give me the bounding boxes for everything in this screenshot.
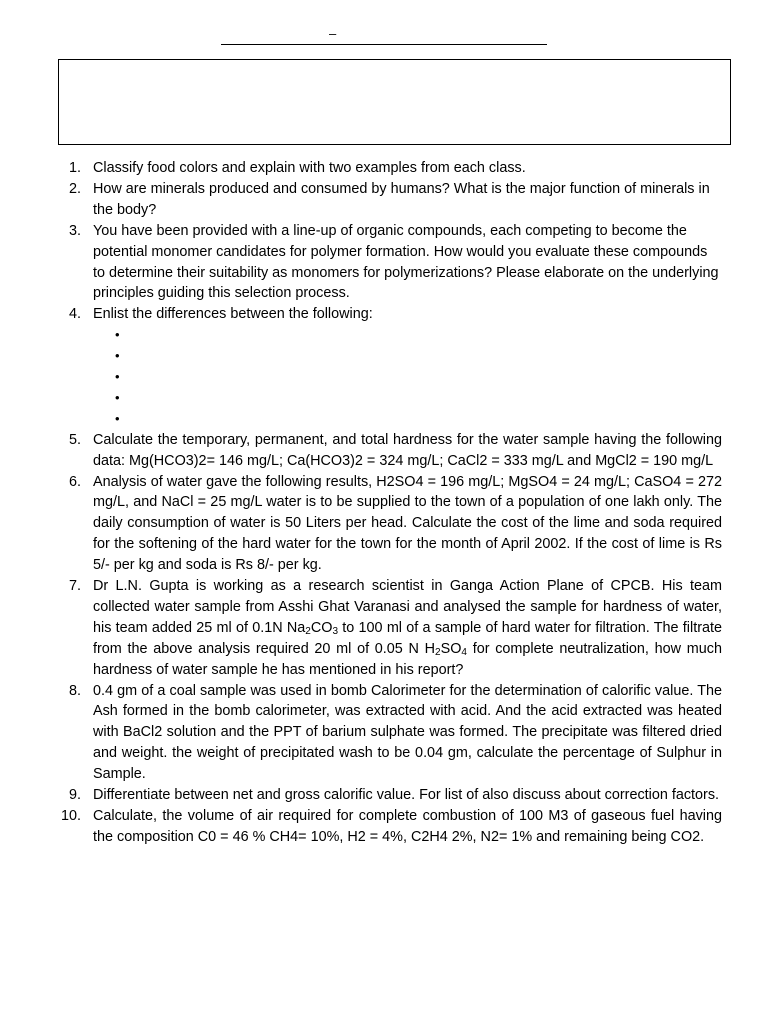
- question-number: 7.: [69, 578, 82, 595]
- question-5: [58, 430, 722, 472]
- subscript: 4: [461, 646, 467, 658]
- difference-bullets: [93, 325, 722, 429]
- bullet-icon: •: [115, 410, 120, 426]
- subscript: 2: [435, 646, 441, 658]
- question-text: 0.4 gm of a coal sample was used in bomb Calorimeter for the determination of calorific value. The Ash formed in the bomb calorimeter, was extracted with acid. And the acid extracted was heated with BaCl2 solution and the PPT of barium sulphate was formed. The precipitate was filtered dried and weight. the weight of precipitated wash to be 0.04 gm, calculate the percentage of Sulphur in Sample.: [93, 682, 722, 783]
- question-number: 8.: [69, 682, 82, 699]
- header-mark: –: [329, 26, 337, 41]
- bullet-item: [93, 325, 722, 346]
- question-4: [58, 304, 722, 429]
- question-1: [58, 158, 722, 179]
- question-text: Classify food colors and explain with two examples from each class.: [93, 160, 526, 176]
- question-number: 2.: [69, 180, 82, 197]
- question-text: Enlist the differences between the following:: [93, 306, 373, 323]
- question-text: Differentiate between net and gross calorific value. For list of also discuss about correction factors.: [93, 787, 720, 804]
- bullet-icon: •: [115, 327, 120, 343]
- question-number: 1.: [69, 160, 82, 176]
- title-box: [58, 59, 731, 145]
- bullet-item: [93, 367, 722, 388]
- question-number: 3.: [69, 222, 82, 239]
- bullet-item: [93, 409, 722, 430]
- question-list: [58, 158, 722, 848]
- question-text-part: to 100 ml of a sample of hard water for filtration. The filtrate from the above analysis required 20 ml of 0.05 N H: [93, 619, 722, 657]
- subscript: 3: [332, 625, 338, 637]
- question-text-part: SO: [440, 640, 462, 657]
- question-2: [58, 179, 722, 221]
- question-number: 9.: [69, 787, 82, 804]
- question-3: [58, 221, 722, 305]
- question-6: [58, 472, 722, 577]
- question-number: 6.: [69, 473, 82, 490]
- question-text: [93, 576, 722, 681]
- question-text: Calculate the temporary, permanent, and total hardness for the water sample having the following data: Mg(HCO3)2= 146 mg/L; Ca(HCO3)2 = 324 mg/L; CaCl2 = 333 mg/L and MgCl2 = 190 mg/L: [93, 431, 722, 469]
- question-text-part: Dr L.N. Gupta is working as a research scientist in Ganga Action Plane of CPCB. His team collected water sample from Asshi Ghat Varanasi and analysed the sample for hardness of water, his team added 25 ml of 0.1N Na: [93, 578, 722, 636]
- question-10: [58, 806, 722, 848]
- question-9: [58, 785, 722, 806]
- question-text: Analysis of water gave the following results, H2SO4 = 196 mg/L; MgSO4 = 24 mg/L; CaSO4 = 272 mg/L, and NaCl = 25 mg/L water is to be supplied to the town of a population of one lakh only. The daily consumption of water is 50 Liters per head. Calculate the cost of the lime and soda required for the softening of the hard water for the town for the month of April 2002. If the cost of lime is Rs 5/- per kg and soda is Rs 8/- per kg.: [93, 473, 722, 574]
- question-text-part: for complete neutralization, how much hardness of water sample he has mentioned in his report?: [93, 640, 722, 678]
- question-8: [58, 681, 722, 786]
- bullet-icon: •: [115, 389, 120, 405]
- bullet-icon: •: [115, 348, 120, 364]
- question-7: [58, 576, 722, 681]
- bullet-item: [93, 388, 722, 409]
- header-rule: [221, 44, 547, 45]
- subscript: 2: [305, 625, 311, 637]
- question-text: How are minerals produced and consumed by humans? What is the major function of minerals in the body?: [93, 180, 710, 218]
- bullet-item: [93, 346, 722, 367]
- question-text-part: CO: [310, 619, 333, 636]
- question-text: Calculate, the volume of air required for complete combustion of 100 M3 of gaseous fuel having the composition C0 = 46 % CH4= 10%, H2 = 4%, C2H4 2%, N2= 1% and remaining being CO2.: [93, 808, 722, 845]
- question-text: You have been provided with a line-up of organic compounds, each competing to become the potential monomer candidates for polymer formation. How would you evaluate these compounds to determine their suitability as monomers for polymerizations? Please elaborate on the underlying principles guiding this selection process.: [93, 222, 719, 302]
- bullet-icon: •: [115, 369, 120, 385]
- question-number: 4.: [69, 306, 82, 323]
- question-number: 10.: [61, 808, 82, 825]
- question-number: 5.: [69, 431, 82, 448]
